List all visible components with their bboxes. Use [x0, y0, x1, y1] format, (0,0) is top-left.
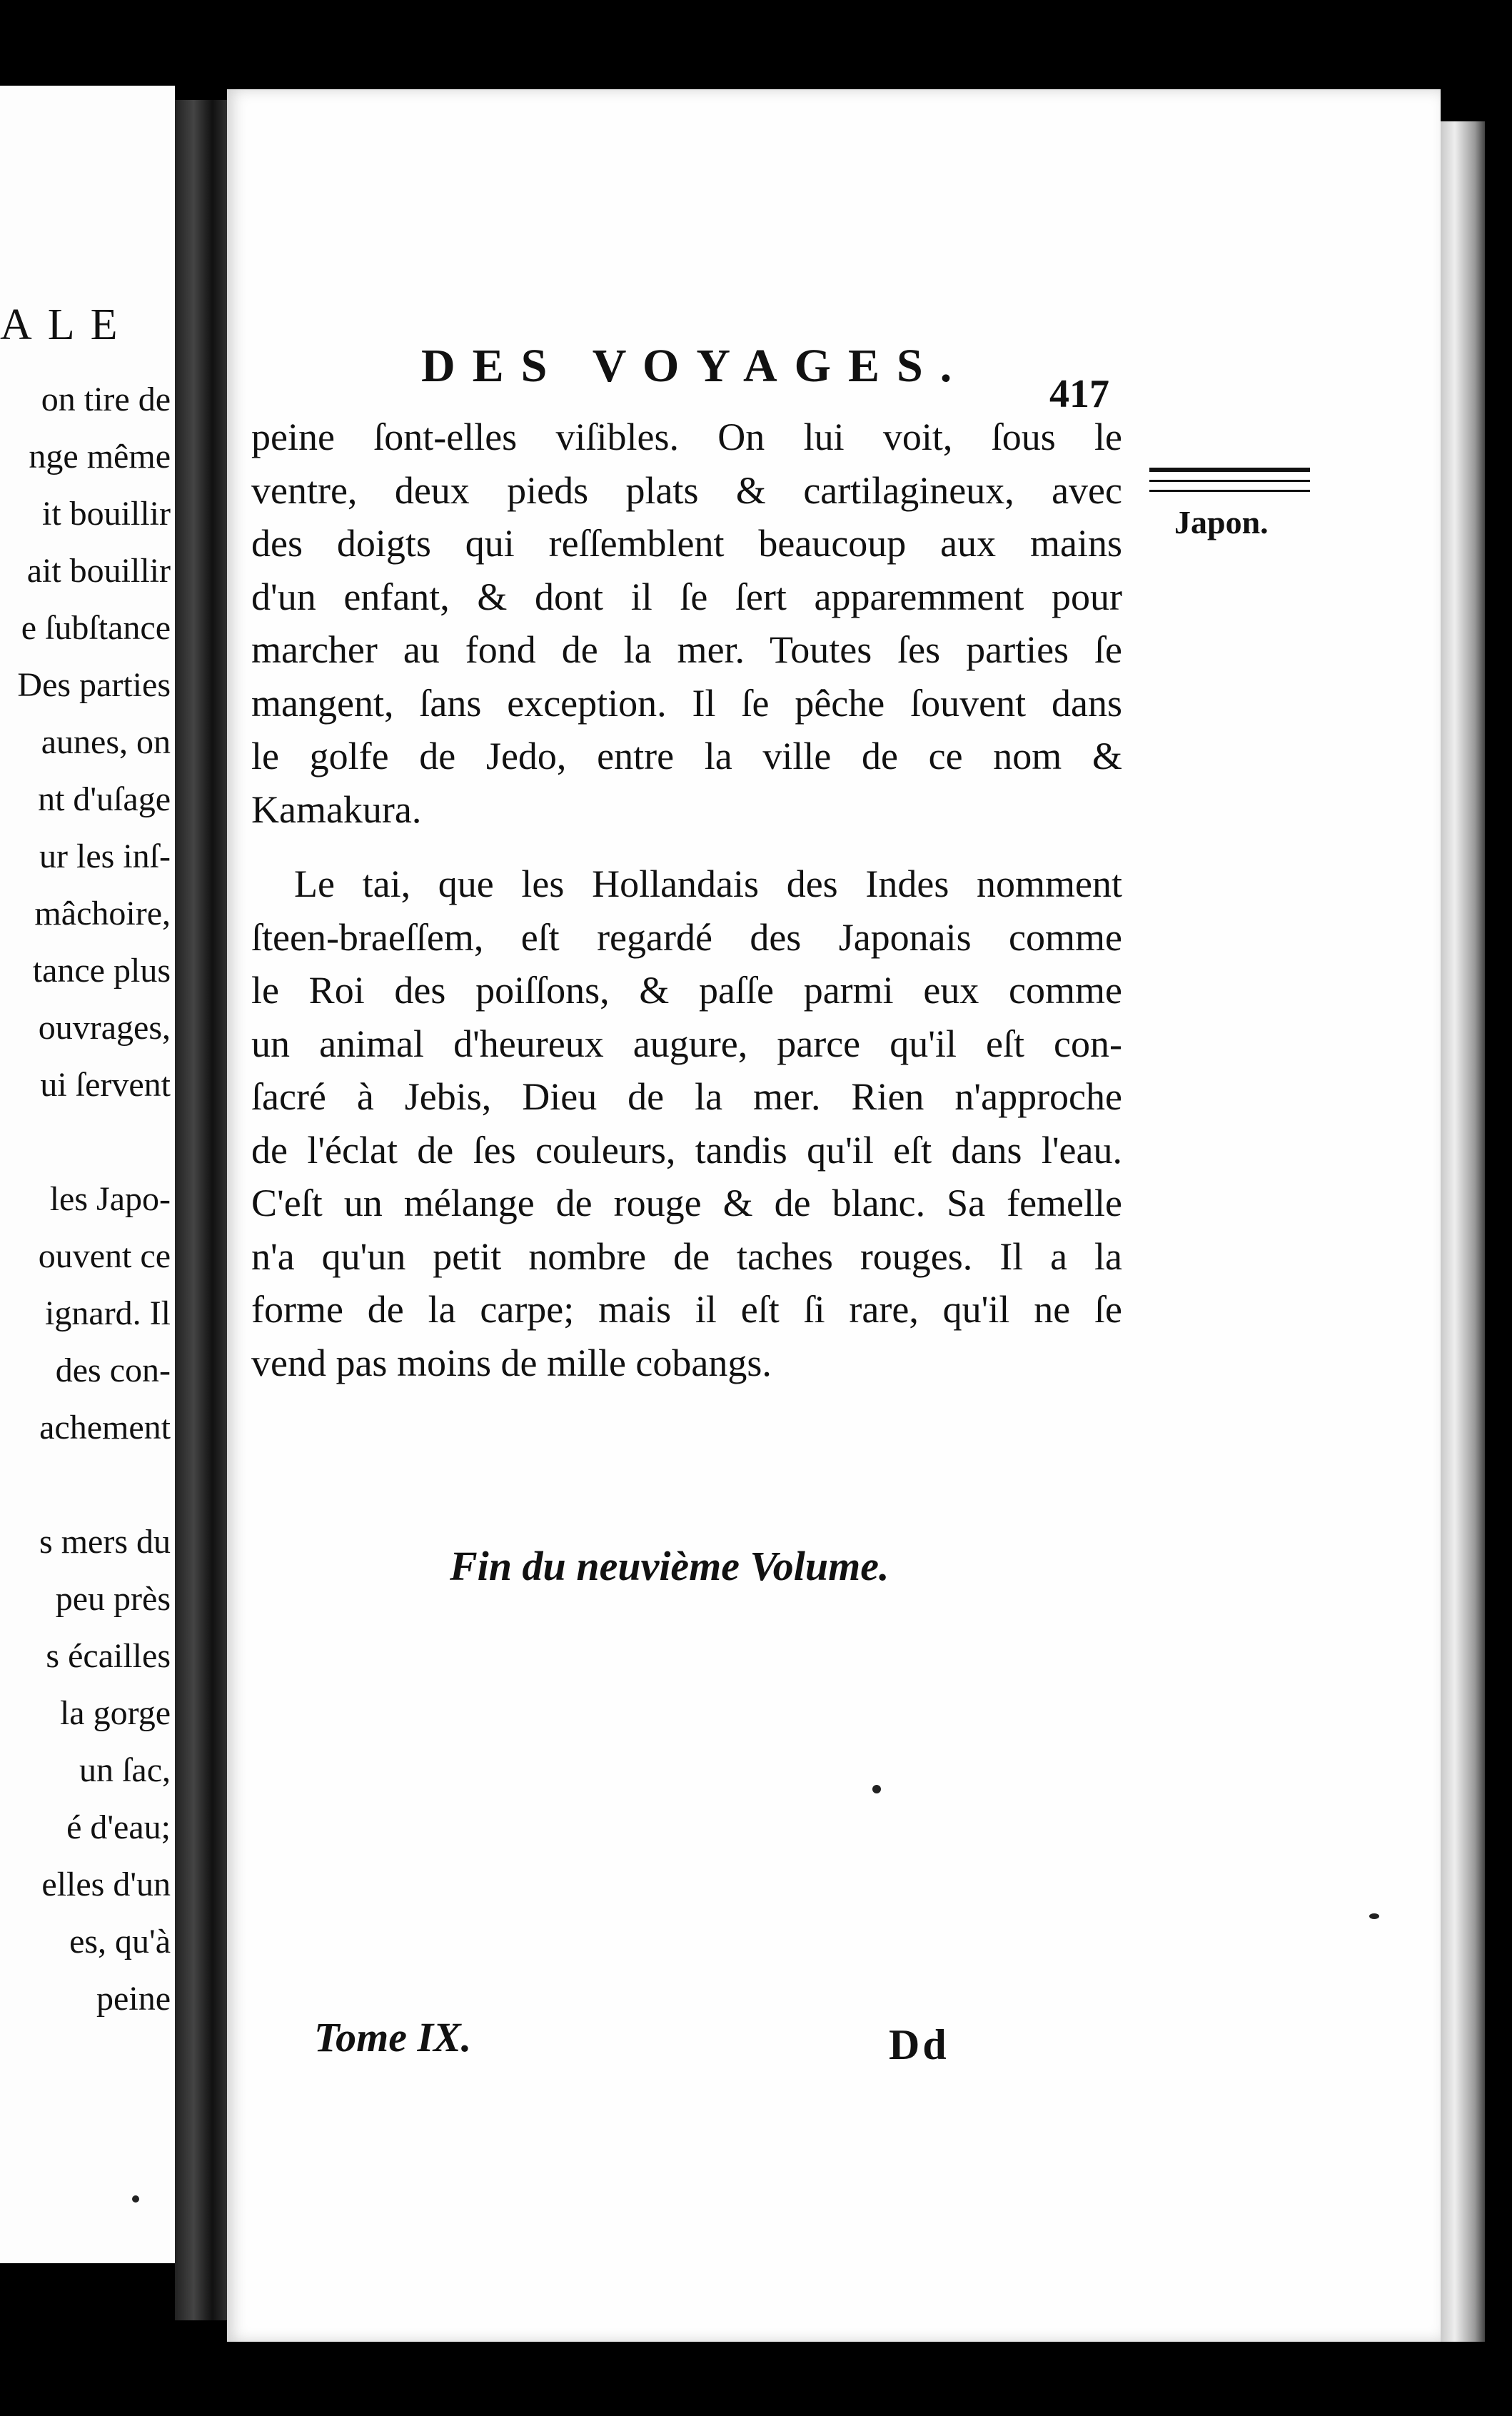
previous-page-line: it bouillir — [42, 495, 171, 533]
previous-page-line: achement — [39, 1409, 171, 1446]
previous-page-line: elles d'un — [41, 1866, 171, 1903]
previous-page-line: nge même — [29, 438, 171, 475]
previous-page-line: peu près — [55, 1580, 171, 1618]
text-line: de l'éclat de ſes couleurs, tandis qu'il eſt dans l'eau. — [251, 1128, 1122, 1172]
text-line: le golfe de Jedo, entre la ville de ce nom & — [251, 735, 1122, 777]
body-text — [251, 411, 1122, 1389]
text-line: forme de la carpe; mais il eſt ſi rare, qu'il ne ſe — [251, 1288, 1122, 1331]
text-line: d'un enfant, & dont il ſe ſert apparemment pour — [251, 575, 1122, 618]
ink-speck — [1369, 1913, 1379, 1919]
previous-page-line: e ſubſtance — [21, 609, 171, 647]
previous-page-line: tance plus — [32, 952, 171, 990]
paragraph-gap — [0, 1114, 171, 1171]
margin-rule — [1149, 468, 1310, 472]
previous-page-line: ur les inſ- — [39, 837, 171, 875]
previous-page-line: nt d'uſage — [38, 780, 171, 818]
text-line: marcher au fond de la mer. Toutes ſes parties ſe — [251, 628, 1122, 671]
paragraph-gap — [0, 1456, 171, 1514]
text-line: peine ſont-elles viſibles. On lui voit, ſous le — [251, 416, 1122, 458]
text-line: un animal d'heureux augure, parce qu'il eſt con- — [251, 1022, 1122, 1065]
page-edge — [1435, 121, 1485, 2342]
text-line: des doigts qui reſſemblent beaucoup aux mains — [251, 522, 1122, 565]
page-number: 417 — [1049, 372, 1109, 416]
text-line: le Roi des poiſſons, & paſſe parmi eux comme — [251, 969, 1122, 1012]
text-line: vend pas moins de mille cobangs. — [251, 1341, 772, 1384]
text-line: ſacré à Jebis, Dieu de la mer. Rien n'approche — [251, 1075, 1122, 1118]
previous-page-line: les Japo- — [49, 1180, 171, 1218]
previous-page-line: des con- — [55, 1352, 171, 1389]
text-line: ventre, deux pieds plats & cartilagineux, avec — [251, 468, 1122, 512]
text-line: Kamakura. — [251, 787, 422, 831]
text-line: mangent, ſans exception. Il ſe pêche ſouvent dans — [251, 681, 1122, 725]
previous-page-line: aunes, on — [41, 723, 171, 761]
previous-page-line: ignard. Il — [45, 1294, 171, 1332]
text-line: C'eſt un mélange de rouge & de blanc. Sa femelle — [251, 1182, 1122, 1224]
ink-speck — [872, 1785, 881, 1793]
previous-page-line: ouvent ce — [38, 1237, 171, 1275]
previous-page-line: s mers du — [39, 1523, 171, 1561]
previous-page-fragment — [0, 86, 175, 2263]
margin-rule — [1149, 480, 1310, 482]
previous-page-line: ouvrages, — [38, 1009, 171, 1047]
text-line: Le tai, que les Hollandais des Indes nomment — [294, 862, 1122, 905]
book-gutter — [175, 100, 228, 2320]
footer-tome: Tome IX. — [314, 2014, 472, 2060]
end-of-volume-note: Fin du neuvième Volume. — [450, 1543, 889, 1589]
previous-page-text — [0, 371, 171, 2028]
margin-rule — [1149, 490, 1310, 492]
previous-page-line: on tire de — [41, 381, 171, 418]
previous-page-line: un ſac, — [79, 1751, 171, 1789]
previous-page-line: ait bouillir — [26, 552, 171, 590]
footer-signature: Dd — [889, 2021, 949, 2068]
previous-page-line: peine — [96, 1980, 171, 2018]
text-line: ſteen-braeſſem, eſt regardé des Japonais comme — [251, 915, 1122, 959]
previous-page-line: es, qu'à — [69, 1923, 171, 1961]
previous-page-line: mâchoire, — [34, 895, 171, 932]
ink-speck — [132, 2195, 139, 2203]
text-line: n'a qu'un petit nombre de taches rouges. Il a la — [251, 1234, 1122, 1278]
running-head: DES VOYAGES. — [421, 340, 969, 392]
previous-page-line: é d'eau; — [66, 1808, 171, 1846]
previous-page-line: s écailles — [46, 1637, 171, 1675]
previous-page-line: Des parties — [17, 666, 171, 704]
previous-page-line: ui ſervent — [40, 1066, 171, 1104]
previous-page-line: la gorge — [59, 1694, 171, 1732]
margin-note: Japon. — [1174, 504, 1269, 540]
paragraph-gap — [251, 836, 1122, 857]
previous-page-heading: ALE — [0, 301, 133, 349]
